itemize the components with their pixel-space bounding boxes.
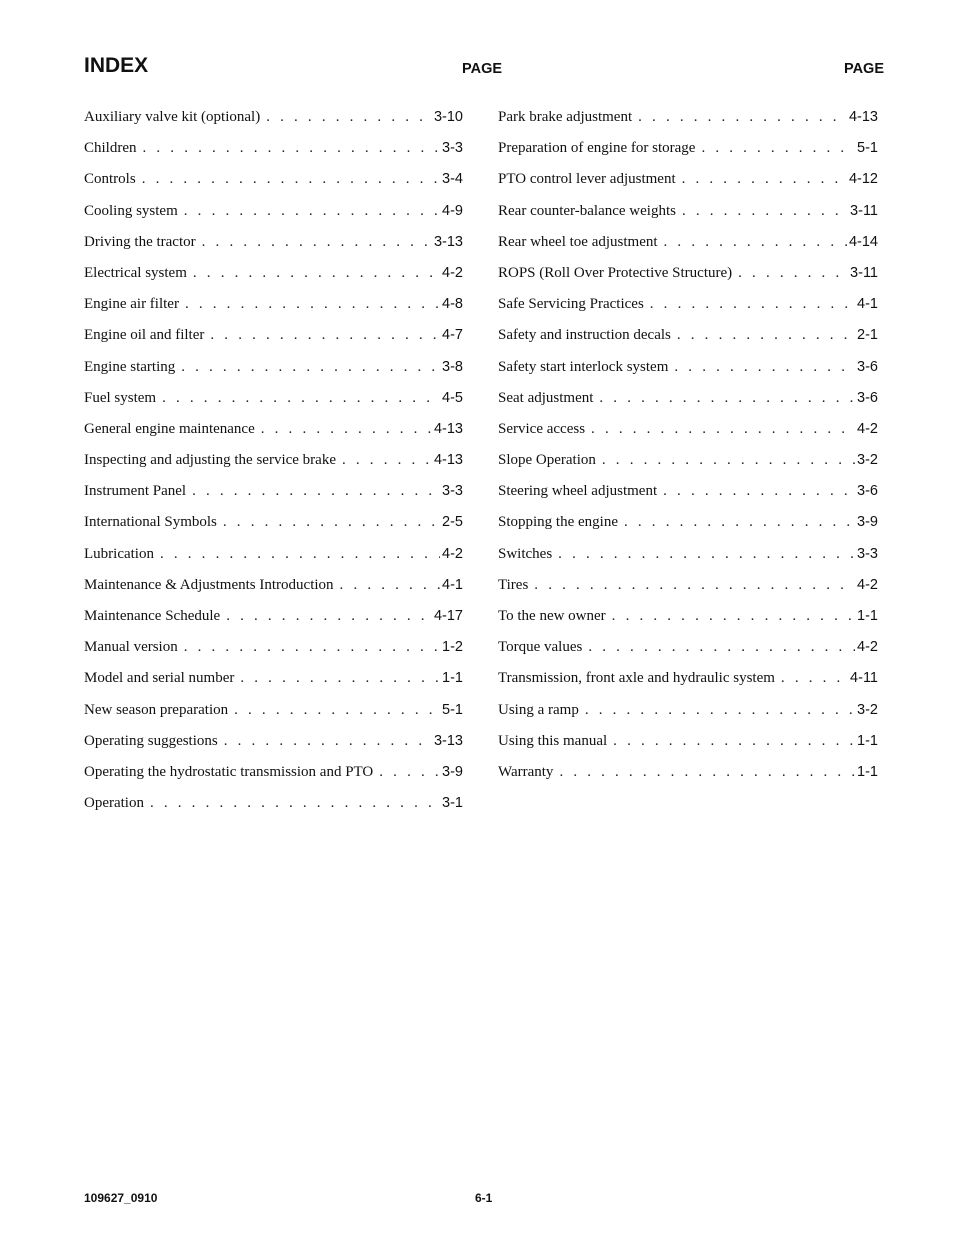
index-entry-page: 3-6 <box>857 358 878 375</box>
index-entry <box>84 260 463 291</box>
index-entry <box>84 447 463 478</box>
index-entry <box>84 634 463 665</box>
dot-leader <box>607 728 855 754</box>
index-entry-page: 1-2 <box>442 639 463 656</box>
index-entry <box>498 416 878 447</box>
index-entry-label: Operating the hydrostatic transmission and PTO <box>84 763 374 780</box>
dot-leader <box>186 478 440 504</box>
dot-leader <box>196 229 432 255</box>
index-entry-label: Service access <box>498 420 586 437</box>
index-entry-label: Cooling system <box>84 202 178 219</box>
index-entry <box>84 478 463 509</box>
index-entry-label: Fuel system <box>84 389 157 406</box>
dot-leader <box>657 478 855 504</box>
dot-leader <box>632 104 847 130</box>
index-entry <box>498 385 878 416</box>
dot-leader <box>658 229 847 255</box>
index-entry-page: 4-2 <box>857 576 878 593</box>
index-entry <box>84 541 463 572</box>
index-entry-page: 3-6 <box>857 483 878 500</box>
index-entry-page: 3-9 <box>442 763 463 780</box>
index-entry-page: 4-5 <box>442 389 463 406</box>
index-entry-page: 5-1 <box>442 701 463 718</box>
index-entry-page: 2-5 <box>442 514 463 531</box>
dot-leader <box>695 135 855 161</box>
index-entry <box>84 509 463 540</box>
index-entry-page: 1-1 <box>857 763 878 780</box>
index-entry-label: Torque values <box>498 639 583 656</box>
index-entry-page: 1-1 <box>857 732 878 749</box>
index-entry <box>498 260 878 291</box>
index-entry-label: Seat adjustment <box>498 389 594 406</box>
index-entry-page: 3-8 <box>442 358 463 375</box>
dot-leader <box>552 541 855 567</box>
index-entry <box>498 322 878 353</box>
index-entry-page: 4-2 <box>442 545 463 562</box>
page-column-header-right: PAGE <box>843 61 884 77</box>
index-entry-label: Auxiliary valve kit (optional) <box>84 109 261 125</box>
index-entry-page: 4-8 <box>442 296 463 313</box>
dot-leader <box>187 260 440 286</box>
dot-leader <box>528 572 855 598</box>
index-entry-label: Engine oil and filter <box>84 327 205 344</box>
dot-leader <box>179 291 440 317</box>
dot-leader <box>334 572 440 598</box>
dot-leader <box>671 322 855 348</box>
index-entry-label: Operation <box>84 795 144 812</box>
index-entry-page: 3-3 <box>442 483 463 500</box>
index-entry-label: Safety and instruction decals <box>498 327 671 344</box>
index-entry-label: Rear wheel toe adjustment <box>498 233 658 250</box>
dot-leader <box>676 198 848 224</box>
dot-leader <box>579 697 855 723</box>
dot-leader <box>218 728 432 754</box>
dot-leader <box>255 416 432 442</box>
index-entry <box>84 166 463 197</box>
index-entry-page: 4-1 <box>857 296 878 313</box>
index-entry <box>498 509 878 540</box>
index-entry <box>498 634 878 665</box>
index-entry-page: 5-1 <box>857 140 878 157</box>
index-entry-label: Warranty <box>498 763 554 780</box>
document-number: 109627_0910 <box>84 1191 158 1205</box>
index-entry <box>498 135 878 166</box>
index-entry-label: Electrical system <box>84 264 187 281</box>
index-entry <box>84 728 463 759</box>
index-entry-label: Transmission, front axle and hydraulic system <box>498 670 775 687</box>
index-entry-label: Children <box>84 140 137 157</box>
index-entry <box>498 759 878 790</box>
index-entry <box>498 478 878 509</box>
index-entry-label: Manual version <box>84 639 178 656</box>
index-entry <box>84 354 463 385</box>
index-entry-label: Switches <box>498 545 553 562</box>
dot-leader <box>585 416 855 442</box>
index-entry-page: 3-6 <box>857 389 878 406</box>
index-entry <box>498 665 878 696</box>
index-entry-label: Stopping the engine <box>498 514 618 531</box>
dot-leader <box>373 759 440 785</box>
index-entry-label: Maintenance & Adjustments Introduction <box>84 576 334 593</box>
index-entry <box>84 322 463 353</box>
page-column-header-left: PAGE <box>462 61 503 77</box>
index-entry <box>84 385 463 416</box>
dot-leader <box>668 354 855 380</box>
index-entry-label: Safety start interlock system <box>498 358 669 375</box>
dot-leader <box>644 291 855 317</box>
dot-leader <box>156 385 440 411</box>
index-entry-label: Steering wheel adjustment <box>498 483 658 500</box>
index-entry-label: General engine maintenance <box>84 420 255 437</box>
index-entry-page: 3-4 <box>442 171 463 188</box>
index-entry <box>84 790 463 821</box>
dot-leader <box>582 634 855 660</box>
index-entry-label: Driving the tractor <box>84 233 196 250</box>
index-entry <box>84 104 463 135</box>
index-entry-label: Engine starting <box>84 358 176 375</box>
page-title: INDEX <box>84 54 149 77</box>
index-entry-page: 3-2 <box>857 452 878 469</box>
index-entry-page: 2-1 <box>857 327 878 344</box>
index-entry-label: Engine air filter <box>84 296 179 313</box>
index-entry-page: 3-3 <box>857 545 878 562</box>
index-entry-label: Rear counter-balance weights <box>498 202 676 219</box>
index-entry <box>84 135 463 166</box>
index-entry-label: Instrument Panel <box>84 483 187 500</box>
index-entry-page: 3-2 <box>857 701 878 718</box>
index-entry-page: 4-13 <box>433 420 463 437</box>
index-entry-label: Tires <box>498 576 529 593</box>
index-entry-label: Model and serial number <box>84 670 235 687</box>
index-entry-label: To the new owner <box>498 608 606 624</box>
index-entry-label: Maintenance Schedule <box>84 608 221 624</box>
dot-leader <box>144 790 440 816</box>
index-entry <box>498 541 878 572</box>
index-entry <box>84 665 463 696</box>
index-entry <box>84 603 463 634</box>
dot-leader <box>596 447 855 473</box>
index-entry-page: 4-2 <box>857 420 878 437</box>
index-column-right <box>498 104 878 790</box>
index-entry-page: 4-2 <box>442 264 463 281</box>
dot-leader <box>178 634 440 660</box>
index-entry-page: 3-9 <box>857 514 878 531</box>
index-entry-page: 3-13 <box>433 732 463 749</box>
index-entry-label: Inspecting and adjusting the service brake <box>84 452 336 469</box>
index-entry-page: 3-3 <box>442 140 463 157</box>
index-entry-page: 4-17 <box>433 608 463 624</box>
dot-leader <box>234 665 440 691</box>
index-entry-label: Safe Servicing Practices <box>498 296 644 313</box>
dot-leader <box>606 603 855 629</box>
dot-leader <box>136 166 440 192</box>
index-entry-page: 4-9 <box>442 202 463 219</box>
index-entry-page: 4-13 <box>848 109 878 125</box>
index-entry-page: 1-1 <box>857 608 878 624</box>
index-entry-label: Using this manual <box>498 732 608 749</box>
index-entry <box>498 603 878 634</box>
index-column-left <box>84 104 463 821</box>
index-entry <box>498 447 878 478</box>
index-entry <box>84 416 463 447</box>
index-entry <box>84 572 463 603</box>
index-entry <box>84 291 463 322</box>
dot-leader <box>178 198 440 224</box>
page-number: 6-1 <box>475 1191 493 1205</box>
index-entry-page: 4-12 <box>848 171 878 188</box>
dot-leader <box>260 104 432 130</box>
index-entry <box>498 166 878 197</box>
index-entry-page: 4-2 <box>857 639 878 656</box>
index-entry-page: 4-7 <box>442 327 463 344</box>
index-entry-page: 3-11 <box>850 202 878 219</box>
index-entry-page: 3-11 <box>850 264 878 281</box>
index-entry <box>498 104 878 135</box>
dot-leader <box>228 697 440 723</box>
dot-leader <box>220 603 432 629</box>
index-entry-label: New season preparation <box>84 701 229 718</box>
index-entry-label: ROPS (Roll Over Protective Structure) <box>498 264 733 281</box>
index-entry <box>498 198 878 229</box>
dot-leader <box>618 509 855 535</box>
index-entry-page: 4-14 <box>848 233 878 250</box>
index-entry-label: Slope Operation <box>498 452 596 469</box>
index-entry <box>84 697 463 728</box>
index-entry-label: Lubrication <box>84 545 154 562</box>
index-entry-label: PTO control lever adjustment <box>498 171 676 188</box>
dot-leader <box>732 260 848 286</box>
index-entry <box>498 354 878 385</box>
index-entry-page: 1-1 <box>442 670 463 687</box>
index-entry-page: 3-10 <box>433 109 463 125</box>
index-entry-page: 3-13 <box>433 233 463 250</box>
dot-leader <box>137 135 441 161</box>
index-entry <box>498 229 878 260</box>
index-entry-label: International Symbols <box>84 514 217 531</box>
index-entry <box>498 291 878 322</box>
index-entry <box>84 229 463 260</box>
dot-leader <box>553 759 855 785</box>
index-entry-page: 4-13 <box>433 452 463 469</box>
index-entry-label: Preparation of engine for storage <box>498 140 696 157</box>
dot-leader <box>217 509 440 535</box>
dot-leader <box>676 166 847 192</box>
index-entry-label: Using a ramp <box>498 701 579 718</box>
dot-leader <box>593 385 855 411</box>
dot-leader <box>154 541 440 567</box>
index-entry-label: Operating suggestions <box>84 732 218 749</box>
dot-leader <box>204 322 440 348</box>
dot-leader <box>175 354 440 380</box>
index-entry <box>498 728 878 759</box>
index-entry-page: 4-1 <box>442 576 463 593</box>
index-entry-label: Controls <box>84 171 136 188</box>
dot-leader <box>336 447 432 473</box>
index-entry-label: Park brake adjustment <box>498 109 633 125</box>
index-entry-page: 3-1 <box>442 795 463 812</box>
index-entry <box>498 697 878 728</box>
index-entry <box>498 572 878 603</box>
index-entry-page: 4-11 <box>850 670 878 687</box>
dot-leader <box>775 665 848 691</box>
index-entry <box>84 198 463 229</box>
index-entry <box>84 759 463 790</box>
